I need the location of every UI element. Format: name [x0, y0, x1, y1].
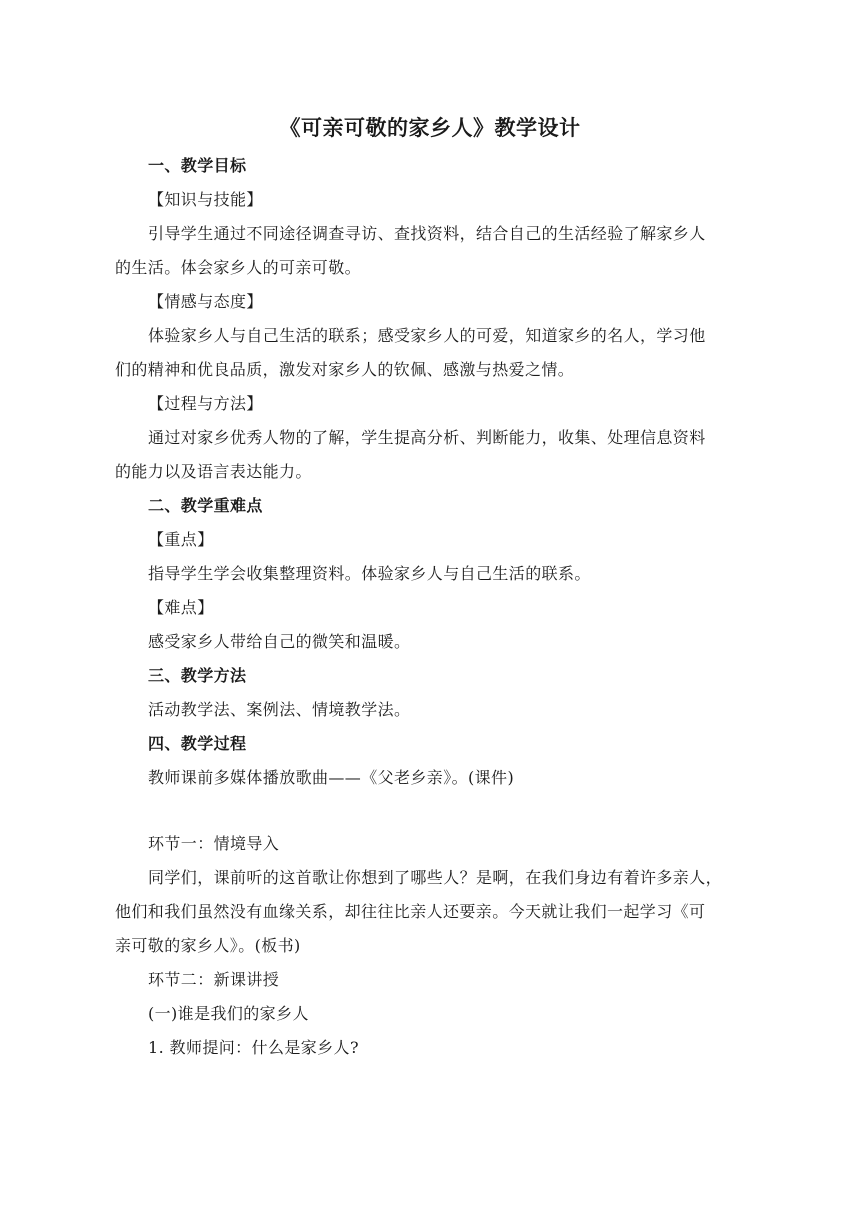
paragraph-line: 感受家乡人带给自己的微笑和温暖。: [148, 632, 411, 651]
paragraph-line: 活动教学法、案例法、情境教学法。: [148, 700, 411, 719]
subheading-process-method: 【过程与方法】: [148, 394, 263, 413]
subheading-difficulty: 【难点】: [148, 598, 214, 617]
paragraph-line: 体验家乡人与自己生活的联系；感受家乡人的可爱，知道家乡的名人，学习他: [148, 326, 706, 345]
paragraph-line: 的能力以及语言表达能力。: [115, 462, 312, 481]
paragraph-line: 引导学生通过不同途径调查寻访、查找资料，结合自己的生活经验了解家乡人: [148, 224, 706, 243]
paragraph-line: 亲可敬的家乡人》。(板书): [115, 936, 301, 955]
step-heading-intro: 环节一：情境导入: [148, 834, 280, 853]
paragraph-line: 同学们，课前听的这首歌让你想到了哪些人？是啊，在我们身边有着许多亲人，: [148, 868, 723, 887]
section-heading-process: 四、教学过程: [148, 734, 247, 753]
paragraph-line: 们的精神和优良品质，激发对家乡人的钦佩、感激与热爱之情。: [115, 360, 575, 379]
step-heading-new-lesson: 环节二：新课讲授: [148, 970, 280, 989]
paragraph-line: 教师课前多媒体播放歌曲——《父老乡亲》。(课件): [148, 768, 515, 787]
subheading-key: 【重点】: [148, 530, 214, 549]
subheading-emotion-attitude: 【情感与态度】: [148, 292, 263, 311]
section-heading-methods: 三、教学方法: [148, 666, 247, 685]
section-heading-key-points: 二、教学重难点: [148, 496, 263, 515]
subheading-knowledge-skills: 【知识与技能】: [148, 190, 263, 209]
paragraph-line: 通过对家乡优秀人物的了解，学生提高分析、判断能力，收集、处理信息资料: [148, 428, 706, 447]
paragraph-line: 1. 教师提问：什么是家乡人?: [148, 1038, 359, 1057]
document-title: 《可亲可敬的家乡人》教学设计: [279, 116, 581, 140]
paragraph-line: 他们和我们虽然没有血缘关系，却往往比亲人还要亲。今天就让我们一起学习《可: [115, 902, 706, 921]
section-heading-goals: 一、教学目标: [148, 156, 247, 175]
paragraph-line: 指导学生学会收集整理资料。体验家乡人与自己生活的联系。: [148, 564, 591, 583]
paragraph-line: 的生活。体会家乡人的可亲可敬。: [115, 258, 362, 277]
subheading-who-are-hometown-people: (一)谁是我们的家乡人: [148, 1004, 309, 1023]
